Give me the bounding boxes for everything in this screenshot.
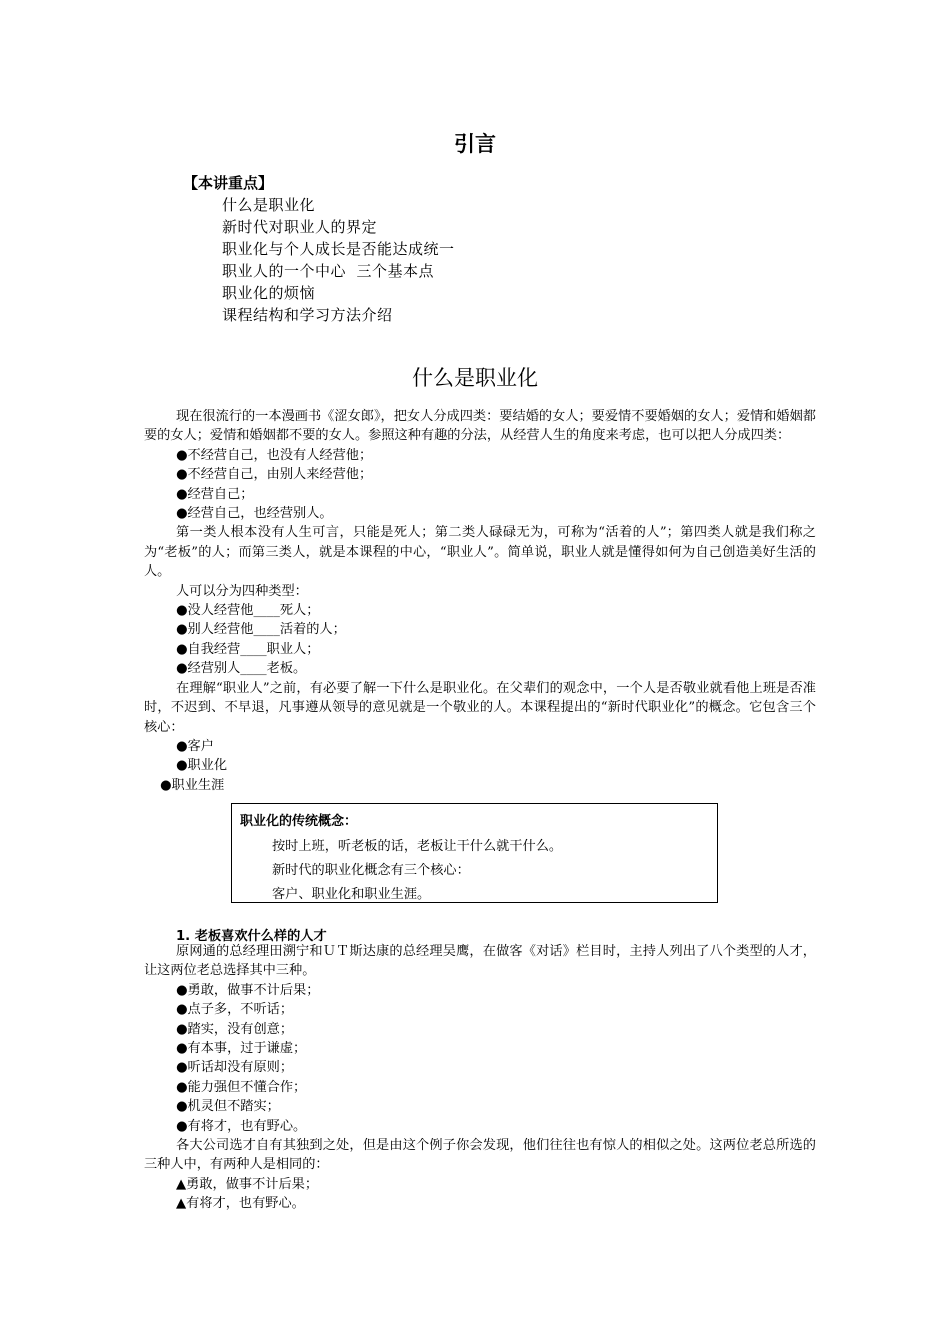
list-item: ●经营自己；: [176, 486, 254, 502]
box-line: 客户、职业化和职业生涯。: [272, 887, 431, 902]
list-item: ●职业化: [176, 758, 228, 774]
list-item: ●职业生涯: [160, 777, 225, 793]
list-item: ●经营自己，也经营别人。: [176, 506, 333, 522]
list-item: ●点子多，不听话；: [176, 1002, 294, 1018]
list-item: ●能力强但不懂合作；: [176, 1079, 307, 1095]
list-item: ●有本事，过于谦虚；: [176, 1041, 307, 1057]
paragraph: 在理解“职业人”之前，有必要了解一下什么是职业化。在父辈们的观念中，一个人是否敬业就看他上班是否准时，不迟到、不早退，凡事遵从领导的意见就是一个敬业的人。本课程提出的“新时代职业化”的概念。它包含三个核心：: [144, 680, 816, 735]
list-item: ●自我经营____职业人；: [176, 641, 320, 657]
focus-heading: 【本讲重点】: [183, 174, 274, 192]
list-item: ●踏实，没有创意；: [176, 1021, 294, 1037]
list-item: ●没人经营他____死人；: [176, 603, 320, 619]
section-title: 什么是职业化: [412, 366, 538, 390]
list-item: ●有将才，也有野心。: [176, 1118, 307, 1134]
paragraph: 人可以分为四种类型：: [176, 583, 308, 599]
paragraph: 第一类人根本没有人生可言，只能是死人；第二类人碌碌无为，可称为“活着的人”；第四类人就是我们称之为“老板”的人；而第三类人，就是本课程的中心，“职业人”。简单说，职业人就是懂得如何为自己创造美好生活的人。: [144, 525, 816, 580]
paragraph: 原网通的总经理田溯宁和ＵＴ斯达康的总经理吴鹰，在做客《对话》栏目时，主持人列出了八个类型的人才，让这两位老总选择其中三种。: [144, 944, 816, 979]
box-line: 按时上班，听老板的话，老板让干什么就干什么。: [272, 839, 563, 854]
list-item: ●不经营自己，由别人来经营他；: [176, 467, 373, 483]
list-item: ●勇敢，做事不计后果；: [176, 982, 320, 998]
section2-body: [144, 942, 816, 1214]
list-item: ●经营别人____老板。: [176, 661, 307, 677]
concept-box: [231, 803, 718, 903]
focus-item: 新时代对职业人的界定: [222, 218, 378, 236]
section1-body: [144, 407, 816, 795]
list-item: ●机灵但不踏实；: [176, 1099, 280, 1115]
box-title: 职业化的传统概念：: [240, 814, 358, 829]
list-item: ▲有将才，也有野心。: [176, 1196, 305, 1212]
paragraph: 现在很流行的一本漫画书《涩女郎》，把女人分成四类：要结婚的女人；要爱情不要婚姻的女人；爱情和婚姻都要的女人；爱情和婚姻都不要的女人。参照这种有趣的分法，从经营人生的角度来考虑，也可以把人分成四类：: [144, 409, 816, 444]
list-item: ●听话却没有原则；: [176, 1060, 294, 1076]
focus-item: 职业化的烦恼: [222, 284, 316, 302]
focus-item: 职业化与个人成长是否能达成统一: [222, 240, 455, 258]
focus-item: 课程结构和学习方法介绍: [222, 306, 393, 324]
list-item: ●别人经营他____活着的人；: [176, 622, 346, 638]
page-title: 引言: [454, 132, 496, 156]
paragraph: 各大公司选才自有其独到之处，但是由这个例子你会发现，他们往往也有惊人的相似之处。这两位老总所选的三种人中，有两种人是相同的：: [144, 1138, 816, 1173]
subsection-title: 1. 老板喜欢什么样的人才: [176, 929, 327, 944]
focus-item: 什么是职业化: [222, 196, 316, 214]
box-line: 新时代的职业化概念有三个核心：: [272, 863, 470, 878]
list-item: ▲勇敢，做事不计后果；: [176, 1176, 319, 1192]
list-item: ●不经营自己，也没有人经营他；: [176, 447, 373, 463]
list-item: ●客户: [176, 738, 214, 754]
focus-item: 职业人的一个中心 三个基本点: [222, 262, 435, 280]
focus-list: [222, 194, 455, 326]
